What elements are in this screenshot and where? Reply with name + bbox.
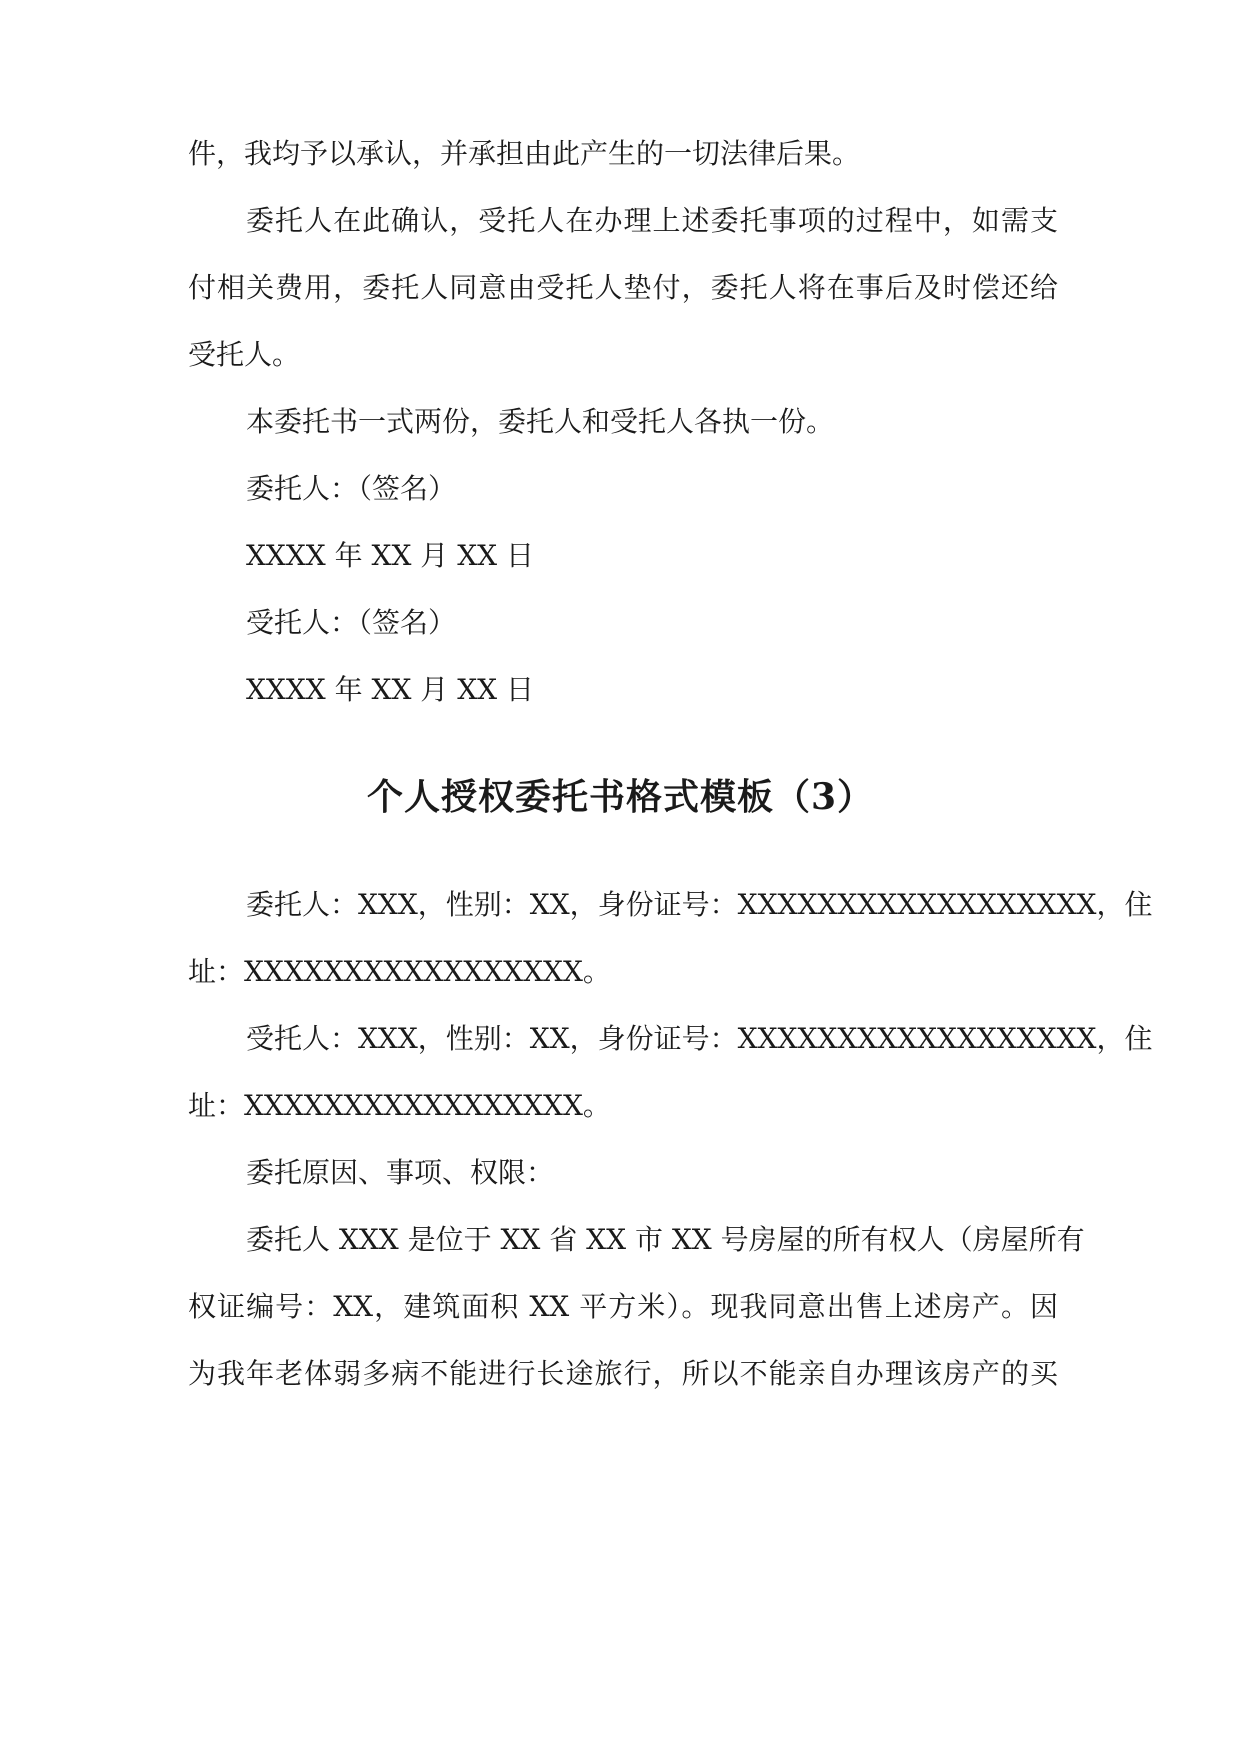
paragraph-line: 委托人 XXX 是位于 XX 省 XX 市 XX 号房屋的所有权人（房屋所有 [246,1223,1085,1256]
paragraph-line: 受托人。 [188,338,301,371]
agent-info-line: 址：XXXXXXXXXXXXXXXXX。 [188,1089,611,1122]
paragraph-line: 件，我均予以承认，并承担由此产生的一切法律后果。 [188,137,861,170]
principal-info-line: 委托人：XXX，性别：XX，身份证号：XXXXXXXXXXXXXXXXXX，住 [246,888,1153,921]
principal-signature-line: 委托人：（签名） [246,472,457,505]
agent-date-line: XXXX 年 XX 月 XX 日 [246,673,534,706]
reason-heading: 委托原因、事项、权限： [246,1156,555,1189]
principal-date-line: XXXX 年 XX 月 XX 日 [246,539,534,572]
paragraph-line: 权证编号：XX，建筑面积 XX 平方米）。现我同意出售上述房产。因 [188,1290,1058,1323]
section-title: 个人授权委托书格式模板（3） [366,776,875,818]
agent-signature-line: 受托人：（签名） [246,606,457,639]
agent-info-line: 受托人：XXX，性别：XX，身份证号：XXXXXXXXXXXXXXXXXX，住 [246,1022,1153,1055]
principal-info-line: 址：XXXXXXXXXXXXXXXXX。 [188,955,611,988]
paragraph-line: 付相关费用，委托人同意由受托人垫付，委托人将在事后及时偿还给 [188,271,1058,304]
paragraph-line: 本委托书一式两份，委托人和受托人各执一份。 [246,405,835,438]
paragraph-line: 委托人在此确认，受托人在办理上述委托事项的过程中，如需支 [246,204,1058,237]
paragraph-line: 为我年老体弱多病不能进行长途旅行，所以不能亲自办理该房产的买 [188,1357,1058,1390]
